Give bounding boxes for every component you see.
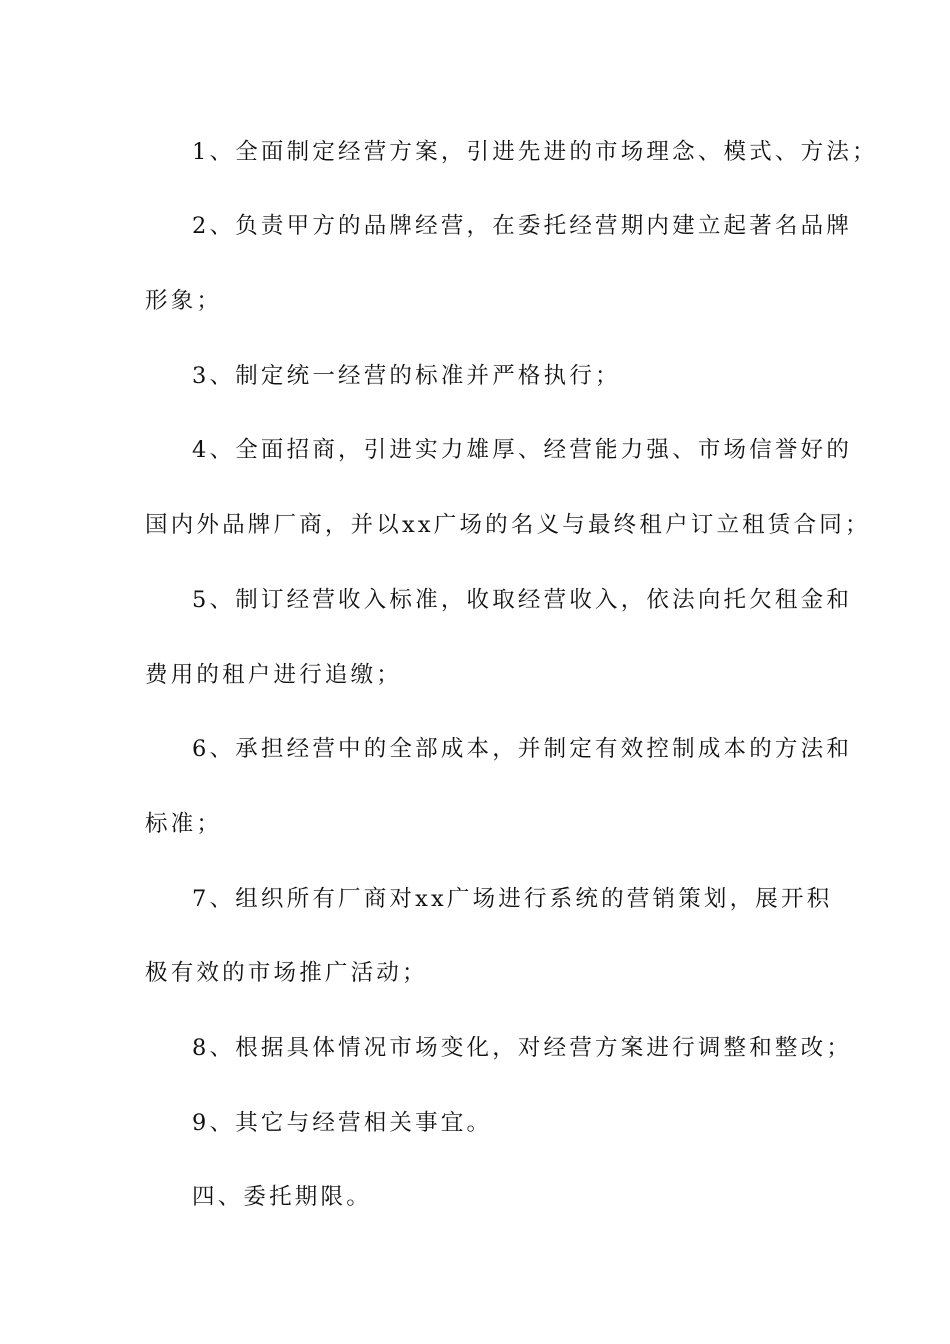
- paragraph-line-6: 国内外品牌厂商，并以xx广场的名义与最终租户订立租赁合同；: [145, 512, 871, 538]
- paragraph-line-3: 形象；: [145, 288, 223, 314]
- section-heading: 四、委托期限。: [192, 1184, 372, 1210]
- paragraph-line-12: 极有效的市场推广活动；: [145, 960, 428, 986]
- paragraph-line-5: 4、全面招商，引进实力雄厚、经营能力强、市场信誉好的: [192, 437, 853, 463]
- paragraph-line-8: 费用的租户进行追缴；: [145, 662, 403, 688]
- paragraph-line-2: 2、负责甲方的品牌经营，在委托经营期内建立起著名品牌: [192, 213, 853, 239]
- paragraph-line-7: 5、制订经营收入标准，收取经营收入，依法向托欠租金和: [192, 587, 853, 613]
- paragraph-line-10: 标准；: [145, 811, 223, 837]
- paragraph-line-14: 9、其它与经营相关事宜。: [192, 1110, 493, 1136]
- paragraph-line-11: 7、组织所有厂商对xx广场进行系统的营销策划，展开积: [192, 886, 833, 912]
- paragraph-line-13: 8、根据具体情况市场变化，对经营方案进行调整和整改；: [192, 1035, 853, 1061]
- paragraph-line-1: 1、全面制定经营方案，引进先进的市场理念、模式、方法；: [192, 139, 878, 165]
- paragraph-line-4: 3、制定统一经营的标准并严格执行；: [192, 363, 621, 389]
- paragraph-line-9: 6、承担经营中的全部成本，并制定有效控制成本的方法和: [192, 736, 853, 762]
